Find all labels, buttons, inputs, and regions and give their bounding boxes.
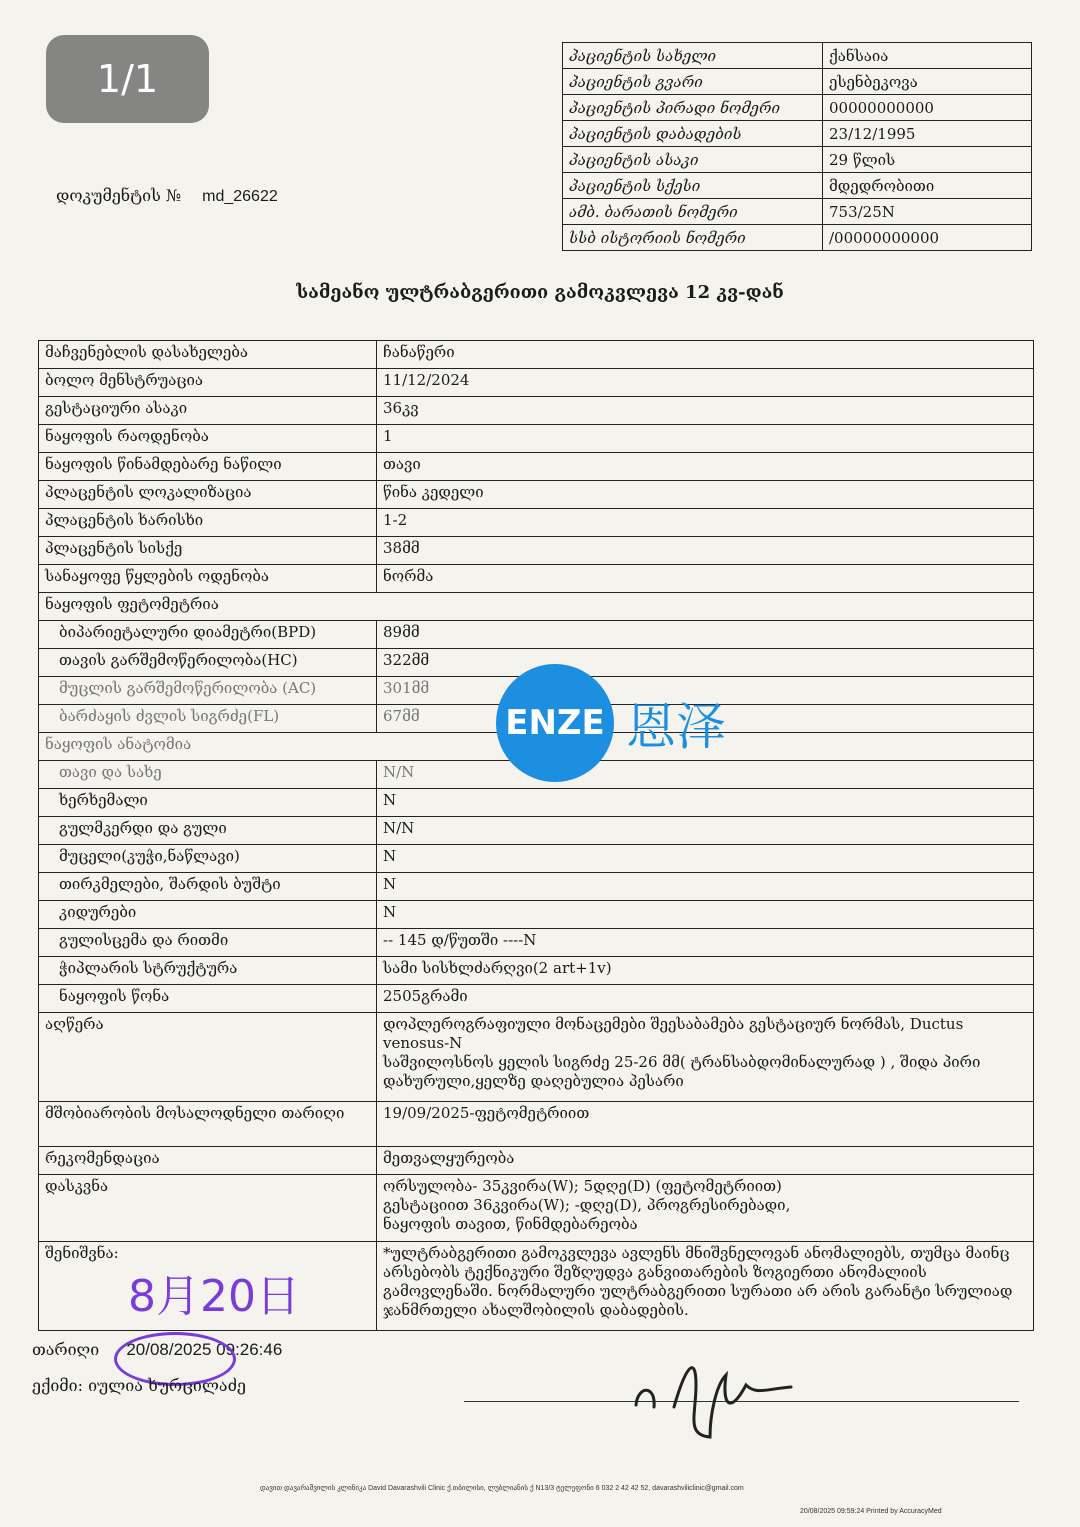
table-row (39, 845, 1034, 873)
table-row (39, 397, 1034, 425)
exam-value: წინა კედელი (377, 481, 1034, 509)
exam-label: ხერხემალი (39, 789, 377, 817)
exam-label: ბარძაყის ძვლის სიგრძე(FL) (39, 705, 377, 733)
table-row (563, 225, 1032, 251)
exam-value: სამი სისხლძარღვი(2 art+1v) (377, 957, 1034, 985)
patient-label: პაციენტის ასაკი (563, 147, 823, 173)
exam-label: ნაყოფის წინამდებარე ნაწილი (39, 453, 377, 481)
description-line: დოპლეროგრაფიული მონაცემები შეესაბამება გესტაციურ ნორმას, Ductus venosus-N (383, 1015, 964, 1052)
exam-value: 1-2 (377, 509, 1034, 537)
patient-label: პაციენტის გვარი (563, 69, 823, 95)
due-date-value: 19/09/2025-ფეტომეტრიით (377, 1102, 1034, 1147)
exam-label: პლაცენტის სისქე (39, 537, 377, 565)
conclusion-value (377, 1175, 1034, 1242)
description-line: საშვილოსნოს ყელის სიგრძე 25-26 მმ( ტრანსაბდომინალურად ) , შიდა პირი დახურული,ყელზე დაღებულია პესარი (383, 1053, 981, 1090)
patient-label: პაციენტის დაბადების (563, 121, 823, 147)
fetometry-header: ნაყოფის ფეტომეტრია (39, 593, 1034, 621)
table-row (39, 985, 1034, 1013)
table-row (39, 873, 1034, 901)
exam-value: თავი (377, 453, 1034, 481)
exam-label: თავის გარშემოწერილობა(HC) (39, 649, 377, 677)
exam-label: პლაცენტის ლოკალიზაცია (39, 481, 377, 509)
exam-label: მაჩვენებლის დასახელება (39, 341, 377, 369)
table-row (39, 565, 1034, 593)
patient-value: 29 წლის (823, 147, 1032, 173)
patient-value: ესენბეკოვა (823, 69, 1032, 95)
exam-value: 36კვ (377, 397, 1034, 425)
table-row (39, 929, 1034, 957)
exam-value: 301მმ (377, 677, 1034, 705)
watermark-text: 恩泽 (626, 698, 726, 756)
patient-value: 23/12/1995 (823, 121, 1032, 147)
exam-value: N (377, 873, 1034, 901)
table-row (39, 537, 1034, 565)
patient-value: 00000000000 (823, 95, 1032, 121)
exam-label: ბოლო მენსტრუაცია (39, 369, 377, 397)
exam-value: 38მმ (377, 537, 1034, 565)
watermark-logo: ENZE (496, 664, 614, 782)
signature-icon (626, 1345, 796, 1445)
table-row (39, 369, 1034, 397)
exam-value: -- 145 დ/წუთში ----N (377, 929, 1034, 957)
exam-table (38, 340, 1034, 1331)
exam-value: N/N (377, 761, 1034, 789)
exam-label: ნაყოფის რაოდენობა (39, 425, 377, 453)
exam-label: პლაცენტის ხარისხი (39, 509, 377, 537)
exam-value: N (377, 789, 1034, 817)
patient-value: /00000000000 (823, 225, 1032, 251)
conclusion-line: გესტაციით 36კვირა(W); -დღე(D), პროგრესირებადი, (383, 1196, 791, 1214)
exam-value: N (377, 845, 1034, 873)
table-row (563, 147, 1032, 173)
exam-label: მუცლის გარშემოწერილობა (AC) (39, 677, 377, 705)
table-row (39, 1102, 1034, 1147)
page-indicator: 1/1 (46, 35, 209, 123)
table-row (563, 199, 1032, 225)
exam-value: N (377, 901, 1034, 929)
note-label: შენიშვნა: (39, 1242, 377, 1331)
due-date-label: მშობიარობის მოსალოდნელი თარიღი (39, 1102, 377, 1147)
conclusion-line: ორსულობა- 35კვირა(W); 5დღე(D) (ფეტომეტრიით) (383, 1177, 782, 1195)
patient-label: პაციენტის პირადი ნომერი (563, 95, 823, 121)
date-value: 20/08/2025 09:26:46 (126, 1340, 283, 1359)
table-row (39, 425, 1034, 453)
exam-value: 2505გრამი (377, 985, 1034, 1013)
exam-value: 89მმ (377, 621, 1034, 649)
patient-info-table (562, 42, 1032, 251)
table-row (39, 957, 1034, 985)
note-value: *ულტრაბგერითი გამოკვლევა ავლენს მნიშვნელოვან ანომალიებს, თუმცა მაინც არსებობს ტექნიკური შეზღუდვა განვითარების ზოგიერთი ანომალიის გამოვლენაში. ნორმალური ულტრაბგერითი სურათი არ არის გარანტი სრულიად ჯანმრთელი ახალშობილის დაბადების. (377, 1242, 1034, 1331)
exam-label: თავი და სახე (39, 761, 377, 789)
table-row (563, 95, 1032, 121)
conclusion-label: დასკვნა (39, 1175, 377, 1242)
patient-label: ამბ. ბარათის ნომერი (563, 199, 823, 225)
table-row (39, 481, 1034, 509)
conclusion-line: ნაყოფის თავით, წინმდებარეობა (383, 1215, 638, 1233)
exam-label: ნაყოფის წონა (39, 985, 377, 1013)
recommendation-value: მეთვალყურეობა (377, 1147, 1034, 1175)
document-number-value: md_26622 (202, 188, 278, 205)
doctor-name: ექიმი: იულია ხურცილაძე (32, 1376, 246, 1395)
exam-value: 11/12/2024 (377, 369, 1034, 397)
anatomy-header: ნაყოფის ანატომია (39, 733, 1034, 761)
table-row (39, 621, 1034, 649)
exam-value: ნორმა (377, 565, 1034, 593)
table-row (39, 901, 1034, 929)
description-value (377, 1013, 1034, 1102)
document-title: სამეანო ულტრაბგერითი გამოკვლევა 12 კვ-დან (296, 282, 784, 303)
description-label: აღწერა (39, 1013, 377, 1102)
table-row (39, 1013, 1034, 1102)
patient-label: პაციენტის სქესი (563, 173, 823, 199)
exam-label: გულმკერდი და გული (39, 817, 377, 845)
table-row (39, 453, 1034, 481)
exam-value: ჩანაწერი (377, 341, 1034, 369)
exam-value: 67მმ (377, 705, 1034, 733)
patient-value: ქანსაია (823, 43, 1032, 69)
exam-label: ბიპარიეტალური დიამეტრი(BPD) (39, 621, 377, 649)
handwritten-date: 8月20日 (128, 1271, 300, 1322)
document-number-label: დოკუმენტის № (56, 186, 182, 205)
watermark (496, 664, 726, 782)
patient-value: მდედრობითი (823, 173, 1032, 199)
exam-label: მუცელი(კუჭი,ნაწლავი) (39, 845, 377, 873)
table-row (563, 43, 1032, 69)
table-row (563, 173, 1032, 199)
exam-label: თირკმელები, შარდის ბუშტი (39, 873, 377, 901)
exam-label: სანაყოფე წყლების ოდენობა (39, 565, 377, 593)
table-row (39, 509, 1034, 537)
exam-value: 1 (377, 425, 1034, 453)
document-number (56, 186, 278, 206)
exam-value: N/N (377, 817, 1034, 845)
table-row (563, 69, 1032, 95)
table-row (39, 341, 1034, 369)
exam-value: 322მმ (377, 649, 1034, 677)
table-row (39, 1147, 1034, 1175)
table-row (39, 789, 1034, 817)
date-label: თარიღი (32, 1340, 100, 1359)
table-row (563, 121, 1032, 147)
patient-value: 753/25N (823, 199, 1032, 225)
table-row (39, 817, 1034, 845)
exam-label: გესტაციური ასაკი (39, 397, 377, 425)
exam-label: გულისცემა და რითმი (39, 929, 377, 957)
exam-label: ჭიპლარის სტრუქტურა (39, 957, 377, 985)
clinic-address: დავით დავარაშვილის კლინიკა David Davarashvili Clinic ქ.თბილისი, ლუბლიანის ქ N13/3 ტელეფონი 6 032 2 42 42 52, davarashviliclinic@gmail.com (260, 1485, 744, 1492)
table-row (39, 593, 1034, 621)
exam-label: კიდურები (39, 901, 377, 929)
patient-label: სსბ ისტორიის ნომერი (563, 225, 823, 251)
table-row (39, 1175, 1034, 1242)
printed-stamp: 20/08/2025 09:59:24 Printed by AccuracyMed (800, 1508, 942, 1515)
recommendation-label: რეკომენდაცია (39, 1147, 377, 1175)
patient-label: პაციენტის სახელი (563, 43, 823, 69)
